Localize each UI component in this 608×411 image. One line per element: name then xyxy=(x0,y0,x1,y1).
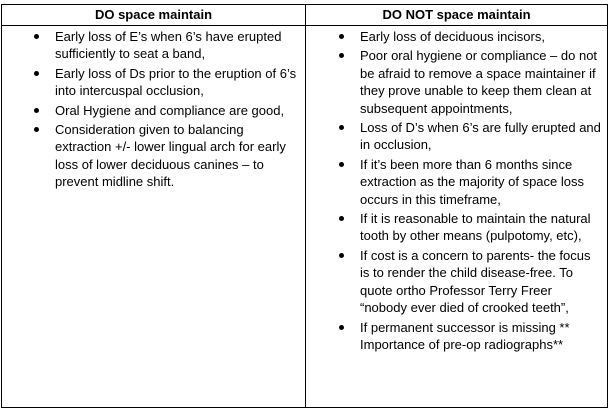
list-item xyxy=(2,102,299,119)
bullet-icon xyxy=(339,162,344,167)
header-do-space-maintain: DO space maintain xyxy=(2,5,306,26)
do-not-list xyxy=(306,28,601,353)
document xyxy=(1,4,607,408)
list-item xyxy=(2,28,299,63)
bullet-icon xyxy=(339,125,344,130)
content-row xyxy=(2,26,608,408)
list-item-text: If cost is a concern to parents- the focus is to render the child disease-free. To quote ortho Professor Terry Freer “nobody ever died of crooked teeth”, xyxy=(360,247,591,316)
list-item xyxy=(306,156,601,208)
list-item xyxy=(306,210,601,245)
do-column xyxy=(2,26,306,408)
list-item-text: Early loss of E’s when 6’s have erupted sufficiently to seat a band, xyxy=(55,29,282,62)
bullet-icon xyxy=(34,71,39,76)
header-do-not-space-maintain: DO NOT space maintain xyxy=(306,5,608,26)
list-item xyxy=(306,319,601,354)
bullet-icon xyxy=(34,108,39,113)
list-item xyxy=(306,247,601,317)
bullet-icon xyxy=(339,216,344,221)
bullet-icon xyxy=(339,53,344,58)
do-not-column xyxy=(306,26,608,408)
list-item xyxy=(306,47,601,117)
comparison-table xyxy=(1,4,608,408)
bullet-icon xyxy=(34,34,39,39)
list-item xyxy=(306,119,601,154)
bullet-icon xyxy=(339,253,344,258)
list-item-text: Loss of D’s when 6’s are fully erupted and in occlusion, xyxy=(360,120,601,153)
list-item xyxy=(2,121,299,191)
bullet-icon xyxy=(339,325,344,330)
list-item-text: Oral Hygiene and compliance are good, xyxy=(55,102,285,118)
list-item-text: If it is reasonable to maintain the natural tooth by other means (pulpotomy, etc), xyxy=(360,211,591,244)
bullet-icon xyxy=(339,34,344,39)
list-item xyxy=(306,28,601,45)
list-item-text: If it’s been more than 6 months since extraction as the majority of space loss occurs in this timeframe, xyxy=(360,156,584,207)
list-item-text: Early loss of Ds prior to the eruption of 6’s into intercuspal occlusion, xyxy=(55,65,297,99)
list-item-text: If permanent successor is missing ** Importance of pre-op radiographs** xyxy=(360,319,570,352)
list-item-text: Consideration given to balancing extraction +/- lower lingual arch for early loss of lower deciduous canines – to prevent midline shift. xyxy=(55,122,286,190)
list-item-text: Poor oral hygiene or compliance – do not be afraid to remove a space maintainer if they prove unable to keep them clean at subsequent appointments, xyxy=(360,48,598,116)
list-item xyxy=(2,65,299,100)
do-list xyxy=(2,28,299,191)
bullet-icon xyxy=(34,127,39,132)
list-item-text: Early loss of deciduous incisors, xyxy=(360,29,545,44)
header-row xyxy=(2,5,608,26)
